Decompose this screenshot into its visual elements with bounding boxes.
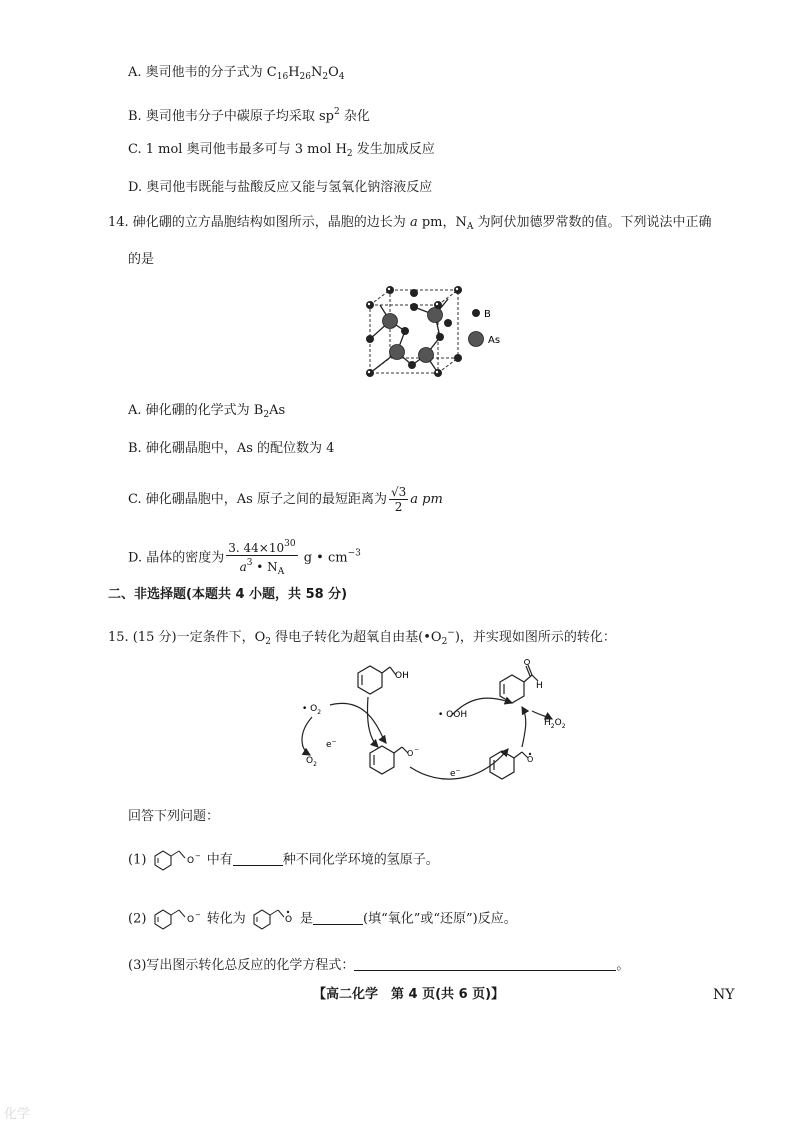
q14-option-a: A. 砷化硼的化学式为 $B_2As$ [128,403,286,420]
q15-part3: (3)写出图示转化总反应的化学方程式： 。 [128,958,630,973]
footer-code: NY [713,987,735,1003]
label-electron-2: e− [450,767,461,779]
blank-part1[interactable] [233,851,283,866]
svg-text:−: − [194,911,201,919]
label-h: H [536,681,543,691]
section-heading: 二、非选择题(本题共 4 小题，共 58 分) [108,587,348,602]
blank-part3[interactable] [354,956,616,971]
svg-text:O: O [186,915,194,925]
aldehyde-oxygen [525,660,530,665]
q15-part1: (1) O − 中有 种不同化学环境的氢原子。 [128,849,439,872]
q15-part2: (2) O − 转化为 O 是 (填“氧化”或“还原”)反应。 [128,908,517,931]
blank-part2[interactable] [313,910,363,925]
benzyl-alcohol-molecule [358,666,396,694]
label-oh: OH [395,671,409,681]
q13-option-b: B. 奥司他韦分子中碳原子均采取 $sp^2$ 杂化 [128,107,370,124]
q13-option-c: C. 1 mol 奥司他韦最多可与 3 mol $H_2$ 发生加成反应 [128,142,435,159]
q14-option-b: B. 砷化硼晶胞中，As 的配位数为 4 [128,441,335,456]
label-electron-1: e− [326,738,337,750]
q13-option-a: A. 奥司他韦的分子式为 $C_{16}H_{26}N_2O_4$ [128,65,345,82]
q15-stem: 15. (15 分)一定条件下，$O_2$ 得电子转化为超氧自由基$(•O_2^-)$，并实现如图所示的转化： [108,628,616,647]
label-ooh: • OOH [438,710,468,720]
svg-text:O: O [284,915,292,925]
as-atoms [383,308,443,363]
reaction-diagram [290,655,630,795]
q14-stem-line2: 的是 [128,252,155,267]
benzyl-oxide-icon-2 [151,908,203,930]
fraction-sqrt3-over-2: $\frac{√3}{2}$ [390,485,407,514]
fraction-density: $\frac{3. 44\times 10^{30}}{a^3 • N_A}$ [228,539,296,577]
benzyl-oxy-radical-molecule [490,751,528,779]
label-o2: $O_2$ [306,756,317,768]
label-superoxide: • $O_2$ [302,704,322,716]
radical-dot [529,753,531,755]
label-o-minus: O [407,749,414,758]
q13-option-d: D. 奥司他韦既能与盐酸反应又能与氢氧化钠溶液反应 [128,180,433,195]
benzyl-oxide-icon [151,849,203,871]
q14-stem-line1: 14. 砷化硼的立方晶胞结构如图所示，晶胞的边长为 a pm，$N_A$ 为阿伏加德罗常数的值。下列说法中正确 [108,215,712,232]
label-o-minus-charge: − [414,746,420,753]
legend-b-atom [472,309,480,317]
svg-text:O: O [186,856,194,866]
legend-as-label: As [488,335,501,346]
legend-as-atom [469,332,484,347]
q14-option-d: D. 晶体的密度为 $\frac{3. 44\times 10^{30}}{a^3 • N_A}$ g • $cm^{-3}$ [128,539,361,577]
q14-option-c: C. 砷化硼晶胞中，As 原子之间的最短距离为 $\frac{√3}{2}$ a pm [128,485,443,514]
benzaldehyde-molecule [500,665,538,703]
page-footer: 【高二化学 第 4 页(共 6 页)】 [313,987,505,1002]
benzyl-oxy-radical-icon [250,908,296,930]
legend-b-label: B [484,309,491,320]
benzyl-oxide-molecule [370,746,408,774]
watermark: 化学 [4,1107,31,1122]
label-h2o2: $H_2O_2$ [544,718,566,730]
q15-answer-intro: 回答下列问题： [128,809,220,824]
label-o-radical: O [527,755,534,764]
crystal-cell-figure [360,285,520,380]
svg-text:−: − [194,852,201,860]
